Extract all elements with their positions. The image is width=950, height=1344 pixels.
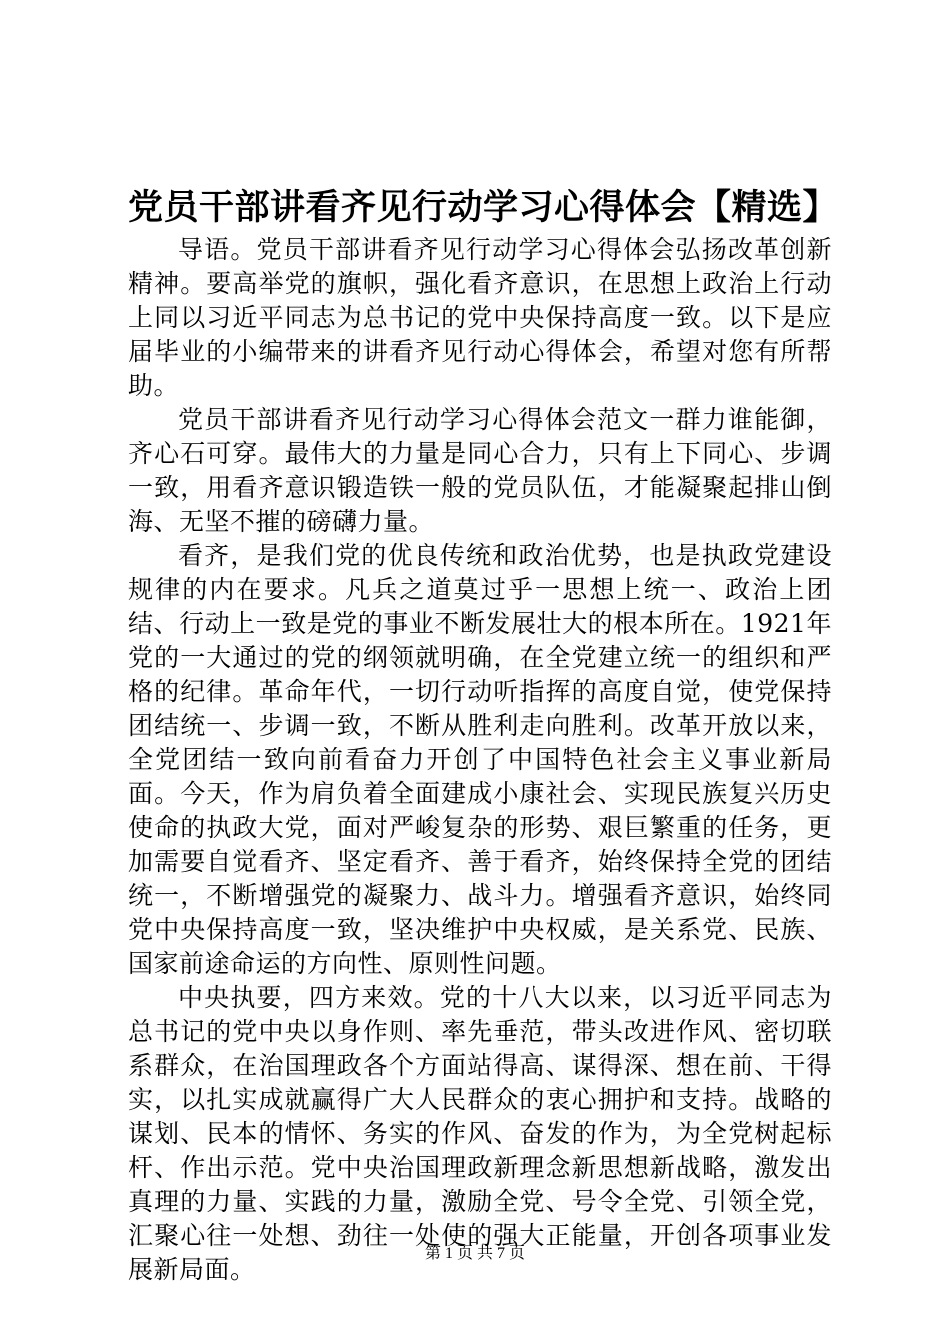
paragraph-central-leadership: 中央执要，四方来效。党的十八大以来，以习近平同志为总书记的党中央以身作则、率先垂范，带头改进作风、密切联系群众，在治国理政各个方面站得高、谋得深、想在前、干得实，以扎实成就赢得广大人民群众的衷心拥护和支持。战略的谋划、民本的情怀、务实的作风、奋发的作为，为全党树起标杆、作出示范。党中央治国理政新理念新思想新战略，激发出真理的力量、实践的力量，激励全党、号令全党、引领全党，汇聚心往一处想、劲往一处使的强大正能量，开创各项事业发展新局面。 bbox=[128, 983, 832, 1284]
document-title: 党员干部讲看齐见行动学习心得体会【精选】 bbox=[128, 188, 839, 228]
document-body bbox=[128, 233, 832, 1287]
paragraph-intro: 导语。党员干部讲看齐见行动学习心得体会弘扬改革创新精神。要高举党的旗帜，强化看齐意识，在思想上政治上行动上同以习近平同志为总书记的党中央保持高度一致。以下是应届毕业的小编带来的讲看齐见行动心得体会，希望对您有所帮助。 bbox=[128, 235, 832, 400]
paragraph-alignment: 看齐，是我们党的优良传统和政治优势，也是执政党建设规律的内在要求。凡兵之道莫过乎一思想上统一、政治上团结、行动上一致是党的事业不断发展壮大的根本所在。1921年党的一大通过的党的纲领就明确，在全党建立统一的组织和严格的纪律。革命年代，一切行动听指挥的高度自觉，使党保持团结统一、步调一致，不断从胜利走向胜利。改革开放以来，全党团结一致向前看奋力开创了中国特色社会主义事业新局面。今天，作为肩负着全面建成小康社会、实现民族复兴历史使命的执政大党，面对严峻复杂的形势、艰巨繁重的任务，更加需要自觉看齐、坚定看齐、善于看齐，始终保持全党的团结统一，不断增强党的凝聚力、战斗力。增强看齐意识，始终同党中央保持高度一致，坚决维护中央权威，是关系党、民族、国家前途命运的方向性、原则性问题。 bbox=[128, 541, 832, 978]
paragraph-sample-one: 党员干部讲看齐见行动学习心得体会范文一群力谁能御，齐心石可穿。最伟大的力量是同心合力，只有上下同心、步调一致，用看齐意识锻造铁一般的党员队伍，才能凝聚起排山倒海、无坚不摧的磅礴力量。 bbox=[128, 405, 832, 536]
page-number-footer: 第 1 页 共 7 页 bbox=[424, 1245, 525, 1262]
